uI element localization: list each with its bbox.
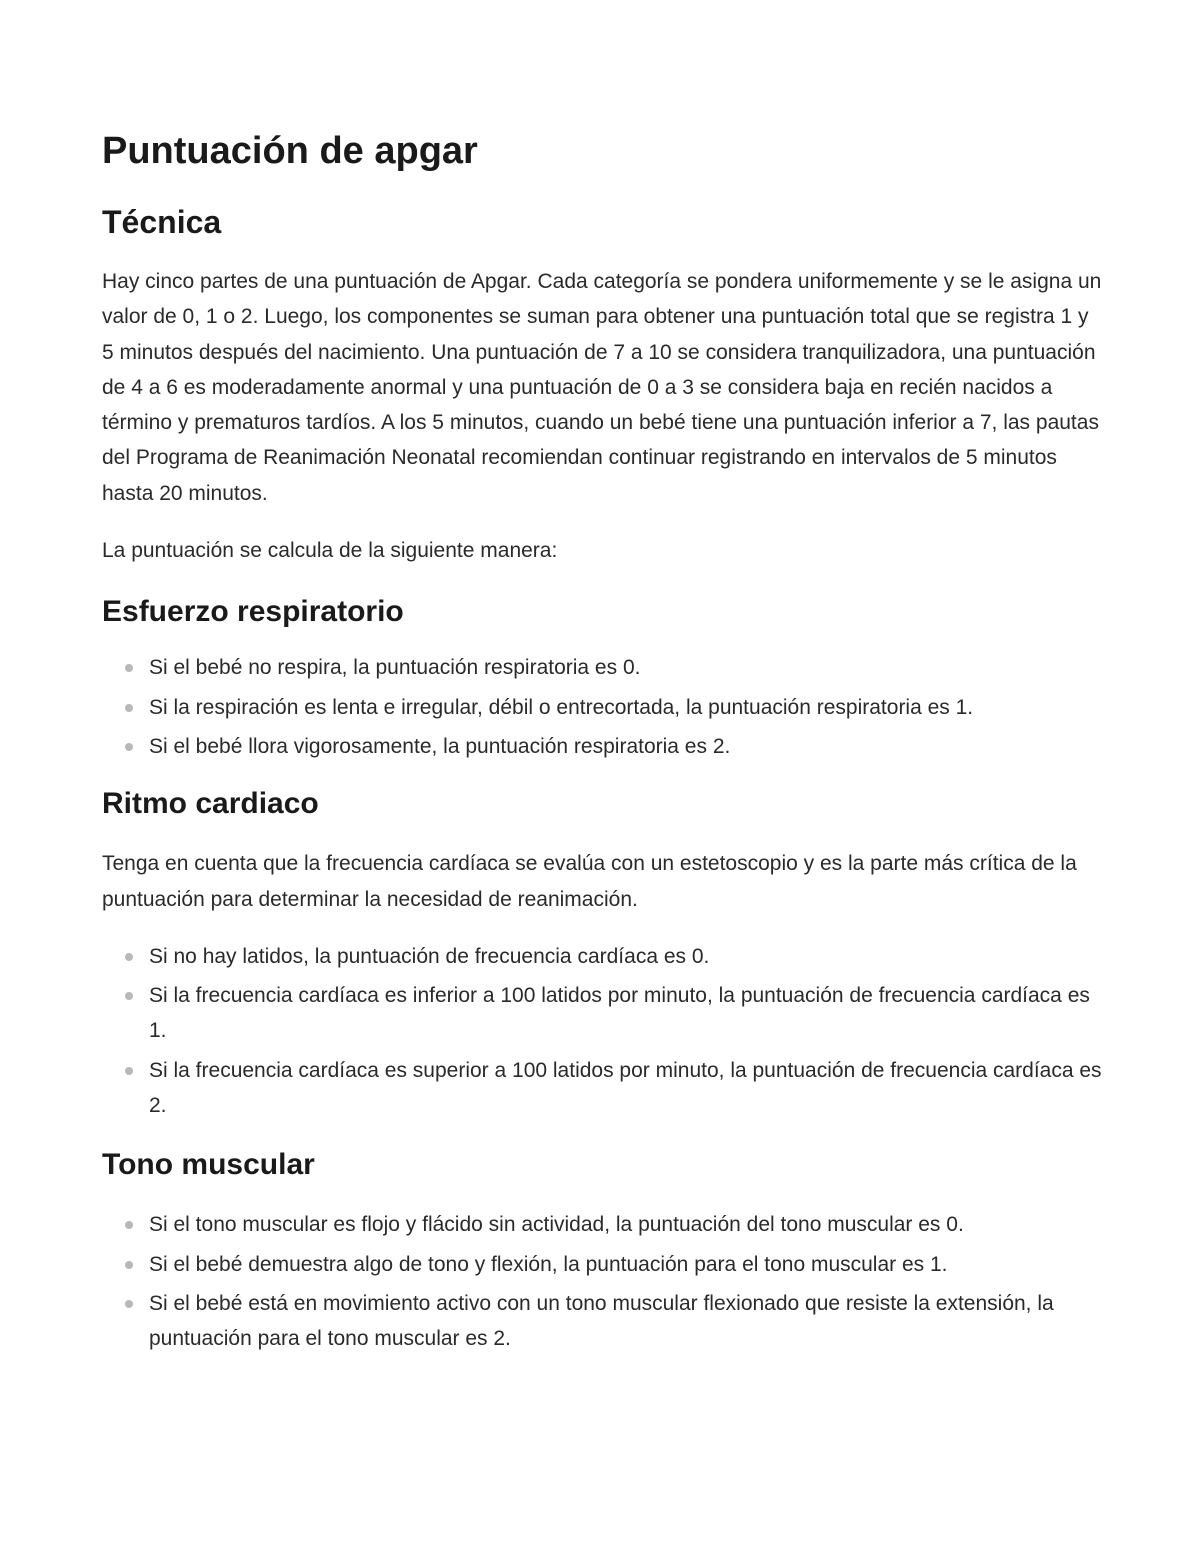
list-item <box>102 690 1102 725</box>
tono-list <box>102 1207 1102 1356</box>
list-item-text: Si el bebé llora vigorosamente, la puntuación respiratoria es 2. <box>149 734 731 758</box>
list-item-text: Si el tono muscular es flojo y flácido sin actividad, la puntuación del tono muscular es 0. <box>149 1213 964 1237</box>
document-title: Puntuación de apgar <box>102 130 478 172</box>
list-item <box>102 650 1102 685</box>
bullet-icon <box>125 992 133 1000</box>
list-item-text: Si el bebé demuestra algo de tono y flexión, la puntuación para el tono muscular es 1. <box>149 1252 948 1276</box>
respiratorio-list <box>102 650 1102 764</box>
bullet-icon <box>125 953 133 961</box>
section-heading-esfuerzo-respiratorio: Esfuerzo respiratorio <box>102 595 404 629</box>
bullet-icon <box>125 1300 133 1308</box>
bullet-icon <box>125 1067 133 1075</box>
list-item-text: Si la frecuencia cardíaca es inferior a 100 latidos por minuto, la puntuación de frecuencia cardíaca es 1. <box>149 984 1090 1043</box>
section-heading-tono-muscular: Tono muscular <box>102 1148 315 1182</box>
tecnica-intro-paragraph: Hay cinco partes de una puntuación de Apgar. Cada categoría se pondera uniformemente y se le asigna un valor de 0, 1 o 2. Luego, los componentes se suman para obtener una puntuación total que se registra 1 y 5 minutos después del nacimiento. Una puntuación de 7 a 10 se considera tranquilizadora, una puntuación de 4 a 6 es moderadamente anormal y una puntuación de 0 a 3 se considera baja en recién nacidos a término y prematuros tardíos. A los 5 minutos, cuando un bebé tiene una puntuación inferior a 7, las pautas del Programa de Reanimación Neonatal recomiendan continuar registrando en intervalos de 5 minutos hasta 20 minutos. <box>102 270 1102 505</box>
bullet-icon <box>125 664 133 672</box>
list-item-text: Si la frecuencia cardíaca es superior a 100 latidos por minuto, la puntuación de frecuencia cardíaca es 2. <box>149 1058 1102 1118</box>
section-heading-tecnica: Técnica <box>102 204 222 240</box>
list-item-text: Si no hay latidos, la puntuación de frecuencia cardíaca es 0. <box>149 944 710 968</box>
bullet-icon <box>125 704 133 712</box>
bullet-icon <box>125 743 133 751</box>
bullet-icon <box>125 1221 133 1229</box>
tecnica-formula-paragraph: La puntuación se calcula de la siguiente manera: <box>102 539 558 563</box>
list-item <box>102 1247 1102 1282</box>
document-page <box>102 126 1102 1361</box>
section-heading-ritmo-cardiaco: Ritmo cardiaco <box>102 787 319 821</box>
list-item-text: Si el bebé no respira, la puntuación respiratoria es 0. <box>149 656 641 680</box>
ritmo-list <box>102 939 1102 1123</box>
list-item <box>102 1207 1102 1242</box>
list-item <box>102 1053 1102 1124</box>
list-item <box>102 729 1102 764</box>
bullet-icon <box>125 1261 133 1269</box>
ritmo-note-paragraph: Tenga en cuenta que la frecuencia cardíaca se evalúa con un estetoscopio y es la parte más crítica de la puntuación para determinar la necesidad de reanimación. <box>102 852 1077 911</box>
list-item-text: Si el bebé está en movimiento activo con un tono muscular flexionado que resiste la extensión, la puntuación para el tono muscular es 2. <box>149 1291 1054 1351</box>
list-item <box>102 978 1102 1049</box>
list-item <box>102 939 1102 974</box>
list-item <box>102 1286 1102 1357</box>
list-item-text: Si la respiración es lenta e irregular, débil o entrecortada, la puntuación respiratoria es 1. <box>149 695 974 719</box>
